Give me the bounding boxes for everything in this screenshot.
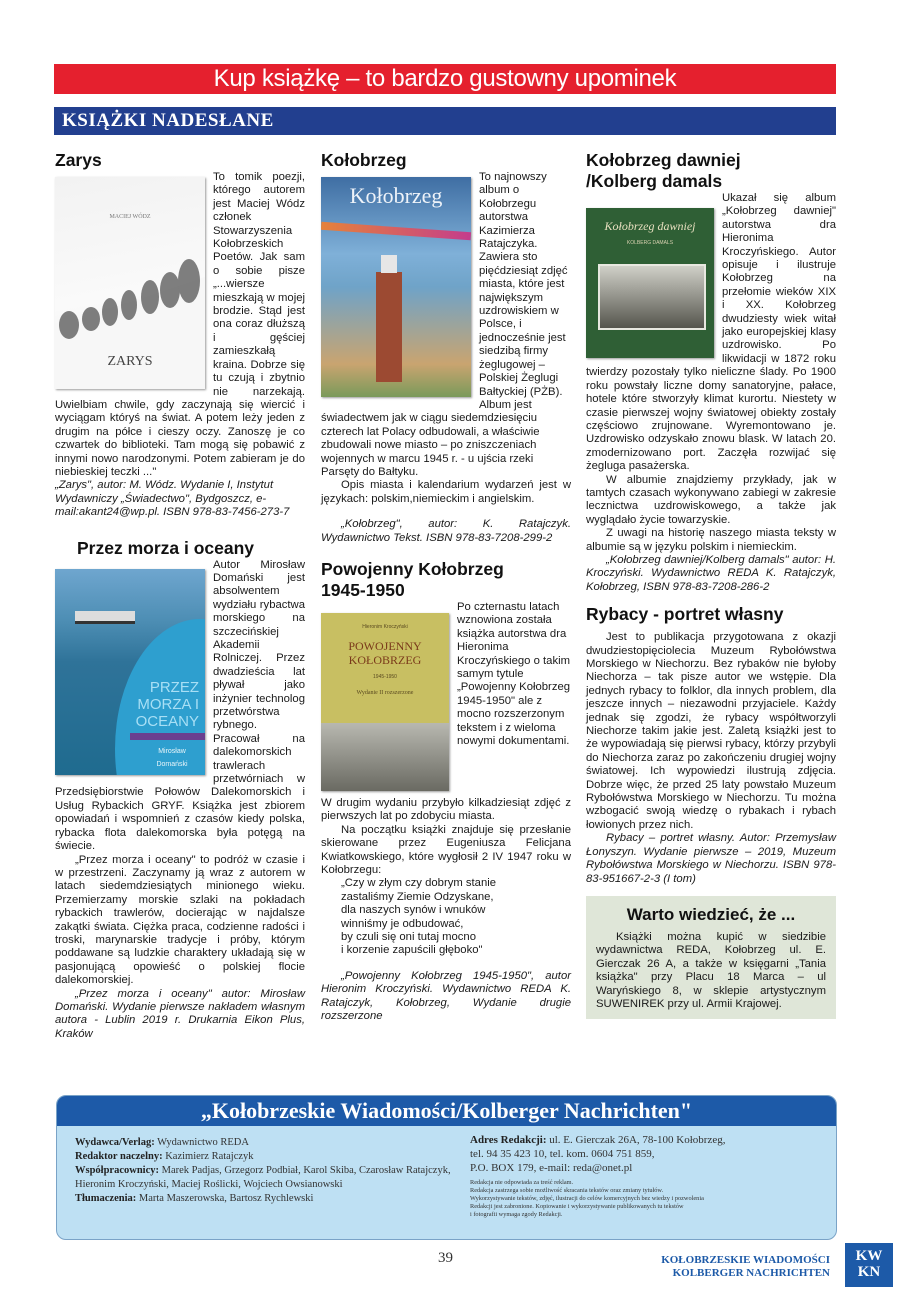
disclaimer [470,1179,820,1219]
article-body: To najnowszy album o Kołobrzegu autorstwa Kazimierza Ratajczyka. Zawiera sto pięćdziesiąt zdjęć miasta, które jest największym uzdrowiskiem w Polsce, i jednocześnie jest siedzibą firmy żeglugowej – Polskiej Żeglugi Bałtyckiej (PŻB). Album jest świadectwem jak w ciągu siedemdziesięciu czterech lat Polacy odbudowali, a właściwie zbudowali nowe miasto – po zniszczeniach wojennych w marcu 1945 r. - u ujścia rzeki Parsęty do Bałtyku. [321,171,568,478]
cover-photo [321,723,449,791]
section-header: KSIĄŻKI NADESŁANE [54,107,836,135]
article-title: Kołobrzeg [321,150,407,170]
masthead-staff [75,1136,455,1206]
cover-ribbon [130,733,205,740]
article-title: Przez morza i oceany [77,537,255,558]
cover-ribbon [321,222,471,240]
translations-value: Marta Maszerowska, Bartosz Rychlewski [138,1193,314,1204]
article-dawniej [586,150,836,594]
brand-line-1: KOŁOBRZESKIE WIADOMOŚCI [661,1254,830,1266]
article-credit: „Przez morza i oceany" autor: Mirosław Domański. Wydanie pierwsze nakładem własnym autora - Lublin 2019 r. Drukarnia Eikon Plus, Kraków [55,987,305,1040]
contributors-line [75,1164,455,1192]
info-box-title: Warto wiedzieć, że ... [626,904,796,924]
cover-edition: Wydanie II rozszerzone [356,689,414,696]
disclaimer-line: i fotografii wymaga zgody Redakcji. [470,1211,563,1218]
article-body: „Przez morza i oceany" to podróż w czasie i w przestrzeni. Zaczynamy ją wraz z autorem w latach siedemdziesiątych minionego wieku. Przemierzamy morskie szlaki na pokładach rybackich trawlerów, docierając w najdalsze zakątki świata. Ciężka praca, codzienne radości i troski, marynarskie tradycje i próby, którym poddawane są ludzkie charaktery układają się w pasjonującą opowieść o polskiej flocie dalekomorskiej. [55,853,305,987]
article-body: Opis miasta i kalendarium wydarzeń jest w językach: polskim,niemieckim i angielskim. [321,479,571,505]
logo-bottom: KN [857,1264,881,1280]
article-zarys [55,150,305,520]
quote-line: winniśmy je odbudować, [341,917,464,930]
quote-line: dla naszych synów i wnuków [341,904,486,917]
article-credit: „Powojenny Kołobrzeg 1945-1950", autor Hieronim Kroczyński. Wydawnictwo REDA K. Ratajczyk, Kołobrzeg, Wydanie drugie rozszerzone [321,969,571,1023]
brand-name [640,1254,830,1280]
book-cover-powojenny [321,613,449,791]
publisher-value: Wydawnictwo REDA [157,1137,249,1148]
article-body: To tomik poezji, którego autorem jest Maciej Wódz członek Stowarzyszenia Kołobrzeskich Poetów. Jak sam o sobie pisze „...wiersze mieszkają w mojej brodzie. Stąd jest ona coraz dłuższą i gęściej zamieszkałą kraina. Dobrze się tu czują i zbytnio nie narzekają. Uwielbiam chwile, gdy zaczynają się wiercić i wyciągam któryś na świat. A potem leży jeden z drugim na półce i cieszy oczy. Zanoszę je co czwartek do biblioteki. Tam mogą się pobawić z innymi nowo narodzonymi. Potem zabieram je do niebieskiej teczki ..." [55,171,305,478]
phones-line: tel. 94 35 423 10, tel. kom. 0604 751 859, [470,1148,655,1160]
article-kolobrzeg [321,150,571,545]
editor-label: Redaktor naczelny: [75,1151,163,1162]
translations-label: Tłumaczenia: [75,1193,137,1204]
article-body: Z uwagi na historię naszego miasta teksty w albumie są w języku polskim i niemieckim. [586,527,836,553]
article-body: Na początku książki znajduje się przesłanie skierowane przez Eugeniusza Felicjana Kwiatkowskiego, które wygłosił 2 IV 1947 roku w Kołobrzegu: [321,823,571,876]
article-body: Ukazał się album „Kołobrzeg dawniej" autorstwa dra Hieronima Kroczyńskiego. Autor opisuje i ilustruje Kołobrzeg na przełomie wieków XIX i XX. Kołobrzeg dwudziesty wiek witał jako europejskiej klasy uzdrowisko. Po likwidacji w 1872 roku twierdzy pozostały tylko nieliczne ślady. Po 1900 roku powstały liczne domy sanatoryjne, pałace, hotele które stworzyły klimat kurortu. Niestety w czasie pierwszej wojny światowej obiekty zostały częściowo zrujnowane. Wyremontowano je. Uzdrowisko odzyskało znowu blask. W latach 20. zmodernizowano port. Zaczęła rozwijać się żegluga pasażerska. [586,192,836,473]
article-rybacy [586,604,836,886]
cover-photo [598,264,706,330]
kwkn-logo-icon [845,1243,893,1287]
column-3 [586,150,836,1019]
article-body: Po czternastu latach wznowiona została książka autorstwa dra Hieronima Kroczyńskiego o takim samym tytule „Powojenny Kołobrzeg 1945-1950" ale z mocno rozszerzonym tekstem i z wieloma nowymi dokumentami. [457,600,571,748]
cover-years: 1945-1950 [373,673,397,680]
cover-title: ZARYS [107,354,153,369]
article-credit: „Kołobrzeg", autor: K. Ratajczyk. Wydawnictwo Tekst. ISBN 978-83-7208-299-2 [321,518,571,544]
publisher-line [75,1136,455,1150]
article-title: Kołobrzeg dawniej /Kolberg damals [586,150,741,191]
disclaimer-line: Redakcji jest zabronione. Kopiowanie i wykorzystywanie publikowanych tu tekstów [470,1203,684,1210]
cover-author: Mirosław Domański [156,747,188,768]
quote-block [321,877,571,957]
lighthouse-illustration [376,272,402,382]
editor-value: Kazimierz Ratajczyk [165,1151,254,1162]
article-body: Autor Mirosław Domański jest absolwentem wydziału rybactwa morskiego na szczecińskiej Akademii Rolniczej. Przez dwadzieścia lat pływał jako inżynier technolog przetwórstwa rybnego. Pracował na dalekomorskich trawlerach przetwórniach w Przedsiębiorstwie Połowów Dalekomorskich i Usług Rybackich GRYF. Książka jest zbiorem opowiadań i wspomnień z czasów kiedy polska, rybacka flota dalekomorska była potęgą na świecie. [55,558,305,853]
cover-title: Kołobrzeg dawniej [604,219,696,233]
article-title: Powojenny Kołobrzeg 1945-1950 [321,558,504,600]
article-body: W drugim wydaniu przybyło kilkadziesiąt zdjęć z pierwszych lat po zdobyciu miasta. [321,796,571,823]
column-2 [321,150,571,1023]
cover-title: PRZEZ MORZA I OCEANY [135,678,199,730]
disclaimer-line: Redakcja zastrzega sobie możliwość skracania tekstów oraz zmiany tytułów. [470,1187,664,1194]
publisher-label: Wydawca/Verlag: [75,1137,155,1148]
article-body: Jest to publikacja przygotowana z okazji dwudziestopięciolecia Muzeum Rybołówstwa Morskiego w Niechorzu. Bez rybaków nie byłoby Niechorza – tak pisze autor we wstępie. Dla jednych rybacy to folklor, dla innych problem, dla jeszcze innych – niezawodni przyjaciele. Każdy jednak się zgodzi, że rybacy współtworzyli Niechorze takim jakie jest. Zaletą książki jest to że wypowiadają się pierwsi rybacy, którzy przybyli do Niechorza zaraz po zakończeniu drugiej wojny światowej. Ich wypowiedzi ilustrują zdjęcia. Dobrze więc, że przed 25 laty powstało Muzeum Rybołówstwa Morskiego w Niechorzu. Tu można wzbogacić swoją wiedzę o rybakach i rybach łowionych przez nich. [586,631,836,831]
brand-line-2: KOLBERGER NACHRICHTEN [672,1267,830,1279]
masthead-contact [470,1133,820,1219]
article-title: Zarys [55,150,102,170]
masthead-box [56,1095,837,1240]
address-label: Adres Redakcji: [470,1134,547,1146]
contributors-value: Marek Padjas, Grzegorz Podbiał, Karol Skiba, Czarosław Ratajczyk, Hieronim Kroczyński, Maciej Roślicki, Wojciech Owsianowski [75,1165,451,1190]
article-przez-morza [55,538,305,1042]
column-1 [55,150,305,1041]
quote-line: „Czy w złym czy dobrym stanie [341,877,497,890]
article-credit: Rybacy – portret własny. Autor: Przemysław Łonyszyn. Wydanie pierwsze – 2019, Muzeum Rybołówstwa Morskiego w Niechorzu. ISBN 978-83-951667-2-3 (I tom) [586,832,836,885]
address-value: ul. E. Gierczak 26A, 78-100 Kołobrzeg, [549,1134,726,1146]
book-cover-kolobrzeg [321,177,471,397]
disclaimer-line: Wykorzystywanie tekstów, zdjęć, ilustracji do celów komercyjnych bez wiedzy i pozwolenia [470,1195,704,1202]
editor-line [75,1150,455,1164]
cover-title: Kołobrzeg [349,183,443,208]
article-credit: „Kołobrzeg dawniej/Kolberg damals" autor: H. Kroczyński. Wydawnictwo REDA K. Ratajczyk, Kołobrzeg, ISBN 978-83-7208-286-2 [586,553,836,593]
quote-line: zastaliśmy Ziemie Odzyskane, [341,890,494,903]
info-box-warto-wiedziec [586,896,836,1019]
book-cover-zarys [55,177,205,389]
lighthouse-top [381,255,397,273]
cover-title: POWOJENNY KOŁOBRZEG [348,638,422,667]
masthead-title: „Kołobrzeskie Wiadomości/Kolberger Nachrichten" [57,1096,836,1126]
article-body: W albumie znajdziemy przykłady, jak w tamtych czasach wykonywano zabiegi w zakresie lecznictwa uzdrowiskowego, a także jak wyglądało życie towarzyskie. [586,473,836,526]
cover-author: MACIEJ WÓDZ [109,214,151,220]
article-title: Rybacy - portret własny [586,604,784,625]
info-box-body: Książki można kupić w siedzibie wydawnictwa REDA, Kołobrzeg ul. E. Gierczak 26 A, a także w księgarni „Tania książka" przy Placu 18 Marca – ul Waryńskiego 8, w sklepie artystycznym SUWENIREK przy ul. Armii Krajowej. [596,930,826,1010]
quote-line: i korzenie zapuścili głęboko" [341,944,483,957]
quote-line: by czuli się oni tutaj mocno [341,931,477,944]
page-number: 39 [438,1250,453,1266]
book-cover-dawniej [586,208,714,358]
promo-banner: Kup książkę – to bardzo gustowny upominek [54,64,836,94]
book-cover-przez-morza [55,569,205,775]
cover-author: Hieronim Kroczyński [362,623,408,630]
article-credit: „Zarys", autor: M. Wódz. Wydanie I, Instytut Wydawniczy „Świadectwo", Bydgoszcz, e-mail:akant24@wp.pl. ISBN 978-83-7456-273-7 [55,479,290,519]
pobox-line: P.O. BOX 179, e-mail: reda@onet.pl [470,1162,633,1174]
ship-illustration [75,611,135,624]
address-line [470,1133,820,1147]
contributors-label: Współpracownicy: [75,1165,159,1176]
translations-line [75,1192,455,1206]
article-powojenny [321,559,571,1024]
logo-top: KW [855,1248,883,1264]
cover-subtitle: KOLBERG DAMALS [626,240,674,246]
disclaimer-line: Redakcja nie odpowiada za treść reklam. [470,1179,574,1186]
